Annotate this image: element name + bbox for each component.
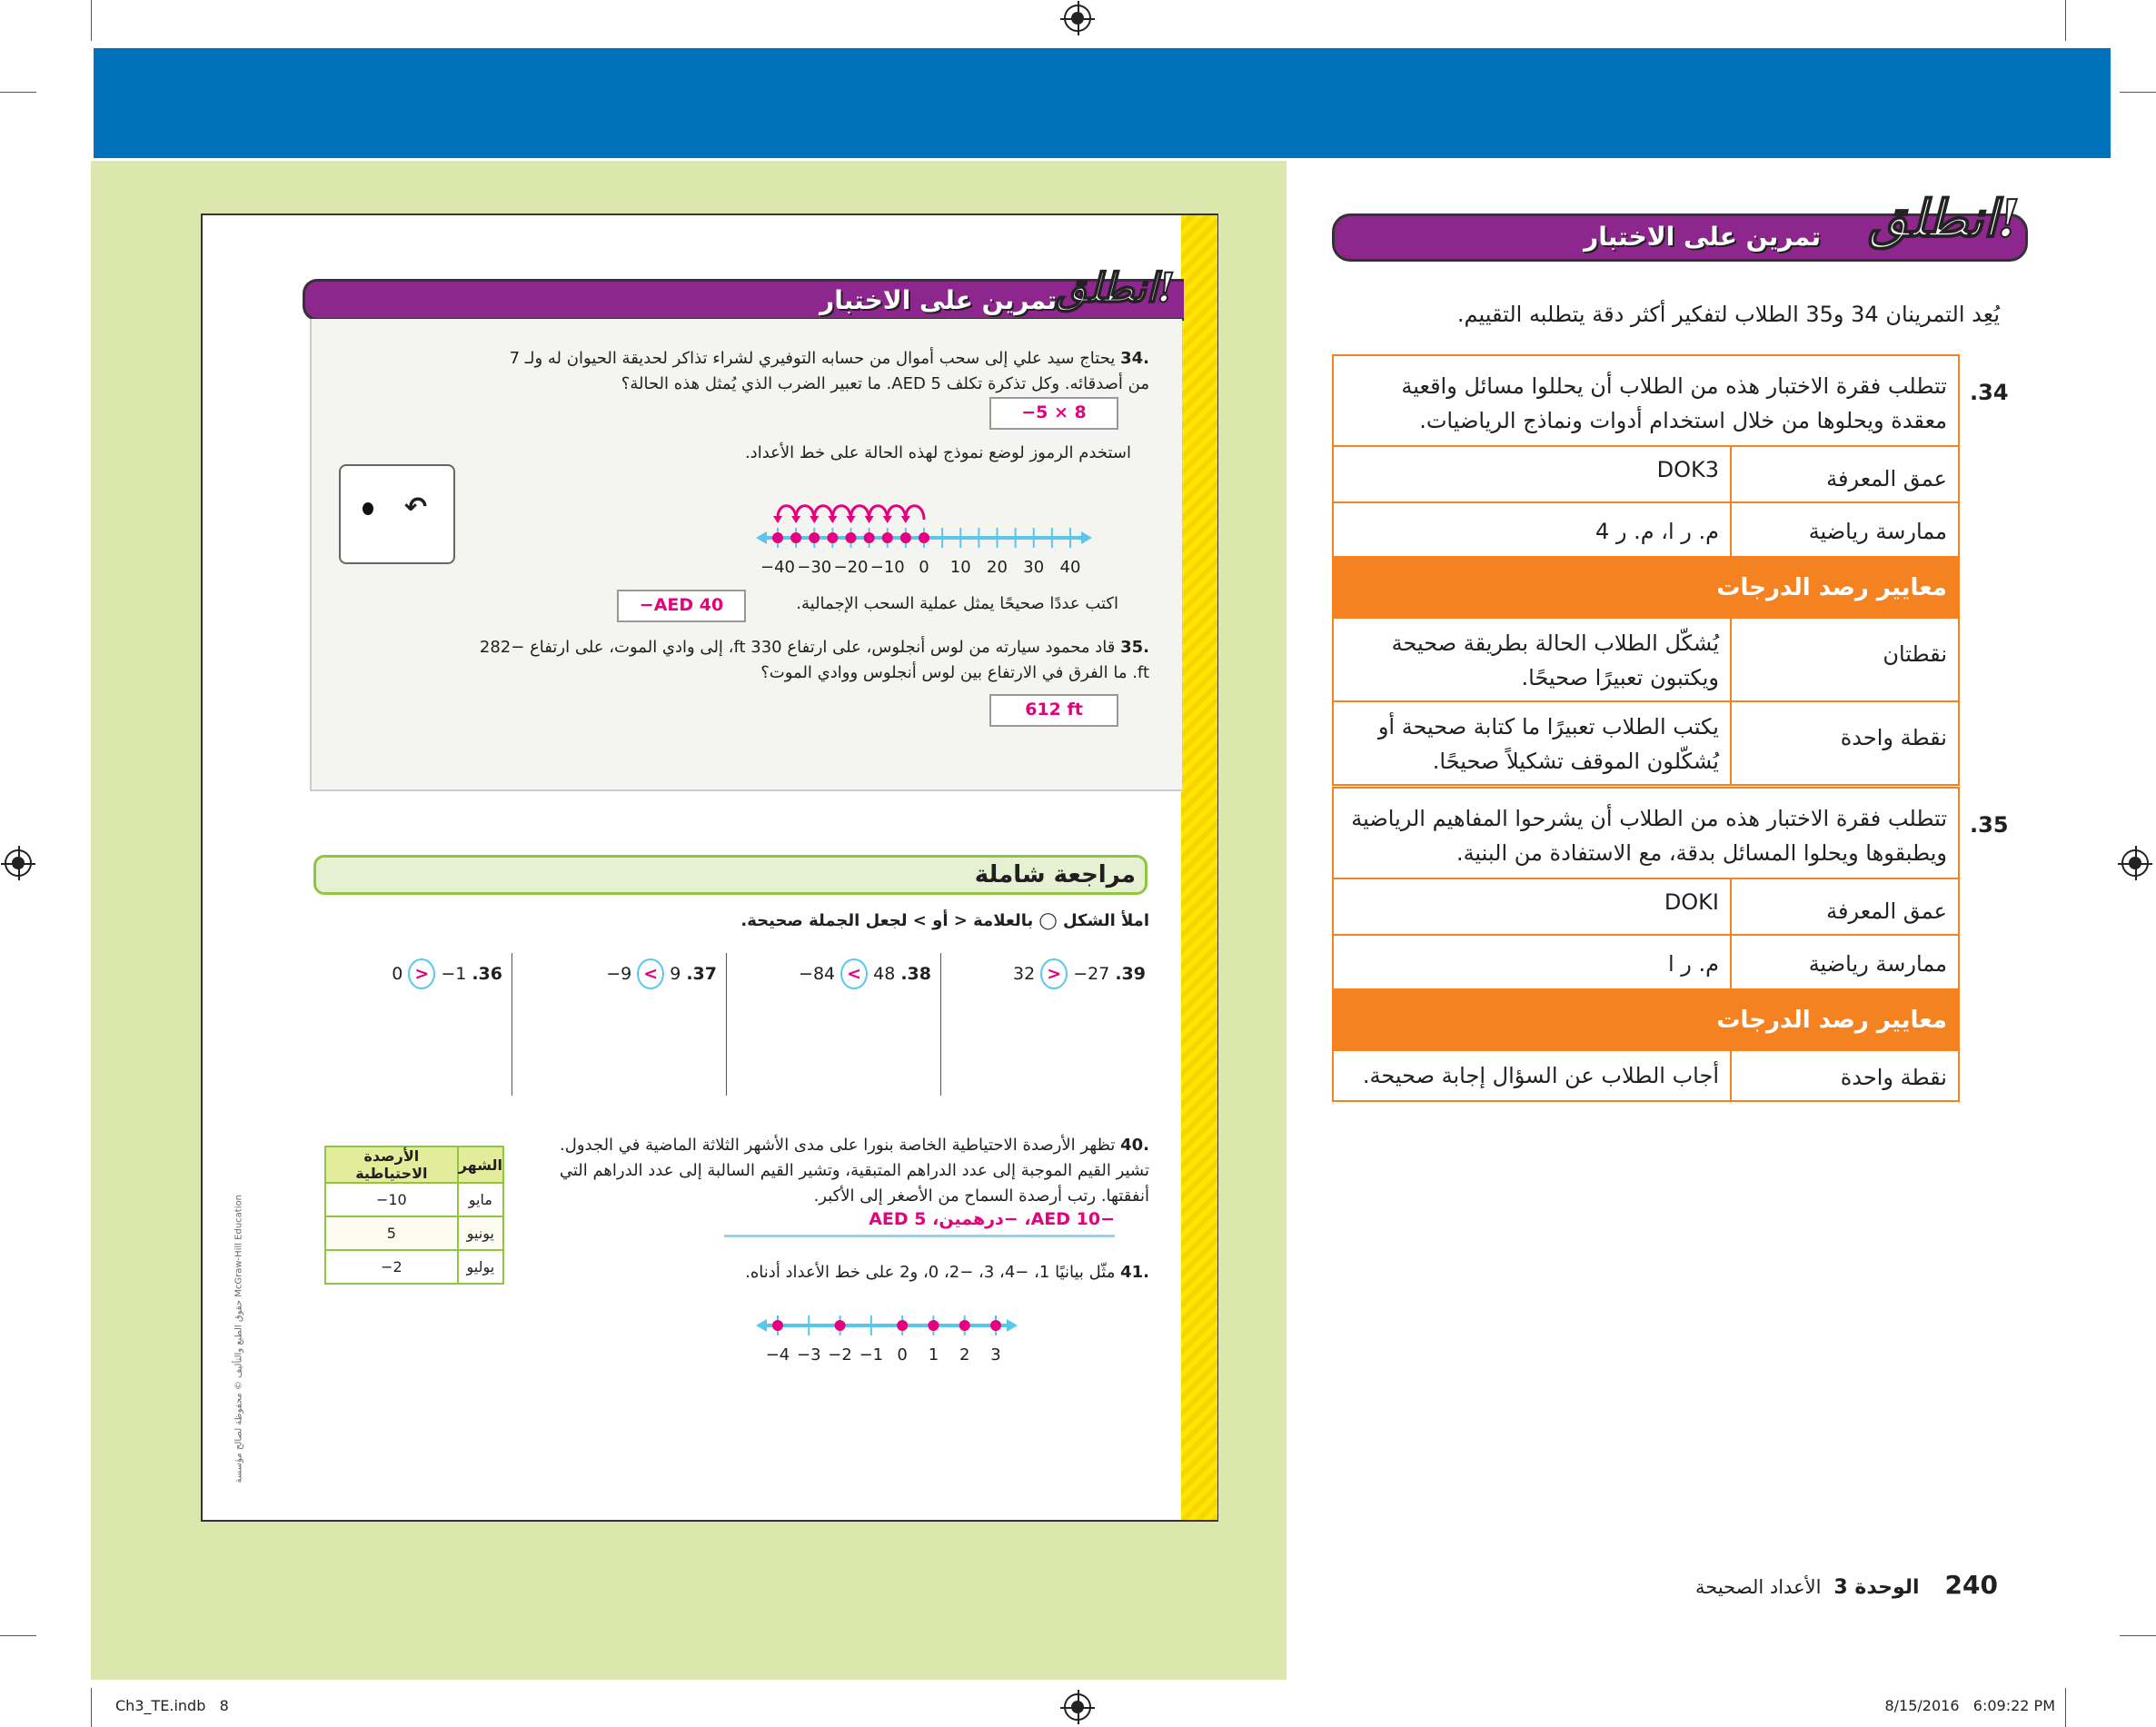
plotted-point	[900, 532, 911, 543]
left-operand: 9	[670, 964, 681, 984]
item-table	[1332, 787, 1960, 1102]
plotted-point	[772, 1320, 783, 1331]
tick-label: 40	[1059, 558, 1081, 577]
comparison-answer-circle[interactable]: >	[408, 958, 435, 989]
total-prompt: اكتب عددًا صحيحًا يمثل عملية السحب الإجمالية.	[796, 594, 1118, 613]
top-blue-band	[94, 48, 2111, 158]
table-row	[325, 1216, 503, 1250]
arrow-right-icon	[1007, 1319, 1018, 1332]
question-text: تظهر الأرصدة الاحتياطية الخاصة بنورا على مدى الأشهر الثلاثة الماضية في الجدول. تشير القيم الموجبة إلى عدد الدراهم المتبقية، وتشير القيم السالبة إلى عدد الدراهم التي أنفقتها. رتب أرصدة السماح من الأصغر إلى الأكبر.	[559, 1136, 1149, 1206]
registration-mark-icon	[1064, 5, 1091, 32]
review-instructions: املأ الشكل ◯ بالعلامة < أو > لجعل الجملة صحيحة.	[740, 911, 1149, 930]
crop-mark	[91, 1688, 92, 1727]
rubric-criteria: يُشكّل الطلاب الحالة بطريقة صحيحة ويكتبون تعبيرًا صحيحًا.	[1391, 630, 1719, 690]
crop-mark	[2120, 1635, 2156, 1636]
tick-label: −4	[765, 1345, 790, 1365]
rubric-row	[1334, 702, 1958, 784]
question-number: .37	[686, 964, 717, 984]
practice-value: م. ر ا	[1667, 951, 1719, 977]
dok-label: عمق المعرفة	[1730, 447, 1958, 501]
answer-box-difference[interactable]: 612 ft	[989, 694, 1118, 727]
question-number: .35	[1120, 638, 1149, 657]
question-text: قاد محمود سيارته من لوس أنجلوس، على ارتفاع 330 ft، إلى وادي الموت، على ارتفاع −282 ft. ما الفرق في الارتفاع بين لوس أنجلوس ووادي الموت؟	[479, 638, 1149, 682]
page-footer	[1695, 1570, 1998, 1600]
q40-answer[interactable]: −AED 10، −درهمين، AED 5	[724, 1209, 1115, 1237]
plotted-point	[864, 532, 875, 543]
right-operand: 0	[392, 964, 403, 984]
month-cell: مايو	[458, 1183, 503, 1216]
comparison-answer-circle[interactable]: >	[1040, 958, 1068, 989]
arrow-right-icon	[1081, 531, 1092, 544]
plotted-point	[928, 1320, 939, 1331]
compare-item	[606, 958, 717, 989]
tick-label: 3	[990, 1345, 1001, 1365]
review-header	[313, 855, 1148, 895]
question-number: .38	[900, 964, 931, 984]
rubric-title: معايير رصد الدرجات	[1334, 558, 1958, 617]
tick-label: −10	[869, 558, 905, 577]
intro-text: يُعِد التمرينان 34 و35 الطلاب لتفكير أكثر دقة يتطلبه التقييم.	[1456, 302, 2000, 327]
banner-title: تمرين على الاختبار	[820, 285, 1057, 315]
tick-label: 0	[897, 1345, 908, 1365]
tick-label: −20	[833, 558, 869, 577]
column-divider	[940, 953, 941, 1096]
print-file-name: Ch3_TE.indb 8	[115, 1697, 229, 1714]
dok-value: DOK3	[1656, 457, 1719, 482]
tick-label: −30	[797, 558, 832, 577]
item-table	[1332, 354, 1960, 786]
question-number: .34	[1120, 349, 1149, 368]
compare-item	[799, 958, 931, 989]
table-row	[325, 1183, 503, 1216]
compare-item	[392, 958, 502, 989]
comparison-answer-circle[interactable]: <	[840, 958, 868, 989]
arrow-left-icon	[756, 1319, 767, 1332]
item-number: .35	[1970, 812, 2009, 838]
tick-label: −1	[859, 1345, 884, 1365]
question-number: .36	[472, 964, 502, 984]
plotted-point	[897, 1320, 908, 1331]
question-text: مثّل بيانيًا 1، −4، 3، −2، 0، و2 على خط الأعداد أدناه.	[745, 1263, 1116, 1282]
crop-mark	[2120, 92, 2156, 93]
practice-label: ممارسة رياضية	[1730, 503, 1958, 556]
unit-title: الأعداد الصحيحة	[1695, 1576, 1822, 1598]
savings-table	[324, 1146, 504, 1285]
copyright-notice: حقوق الطبع والتأليف © محفوظة لصالح مؤسسة McGraw-Hill Education	[233, 1195, 244, 1484]
q34	[495, 346, 1149, 397]
jump-arrow-icon: ↶	[404, 491, 428, 523]
table-header: الشهر	[458, 1146, 503, 1183]
table-row	[325, 1250, 503, 1284]
right-operand: −9	[606, 964, 632, 984]
plotted-point	[919, 532, 929, 543]
balance-cell: −2	[325, 1250, 458, 1284]
review-title: مراجعة شاملة	[974, 861, 1136, 888]
plotted-point	[827, 532, 838, 543]
rubric-points: نقطتان	[1730, 619, 1958, 700]
rubric-row	[1334, 619, 1958, 702]
unit-label: الوحدة 3	[1833, 1576, 1920, 1599]
tick-label: 1	[928, 1345, 939, 1365]
left-operand: 48	[873, 964, 896, 984]
practice-value: م. ر ا، م. ر 4	[1595, 519, 1719, 544]
tick-label: 20	[987, 558, 1008, 577]
plotted-point	[959, 1320, 970, 1331]
practice-label: ممارسة رياضية	[1730, 936, 1958, 988]
registration-mark-icon	[5, 849, 32, 877]
tick-label: 2	[959, 1345, 970, 1365]
answer-box-expression[interactable]: −5 × 8	[989, 397, 1118, 430]
item-description: تتطلب فقرة الاختبار هذه من الطلاب أن يشرحوا المفاهيم الرياضية ويطبقوها ويحلوا المسائل بدقة، مع الاستفادة من البنية.	[1351, 806, 1947, 866]
q41	[513, 1260, 1149, 1285]
compare-item	[1013, 958, 1146, 989]
rubric-points: نقطة واحدة	[1730, 1051, 1958, 1100]
item-number: .34	[1970, 380, 2009, 405]
arrow-left-icon	[756, 531, 767, 544]
crop-mark	[2065, 1688, 2066, 1727]
plotted-point	[846, 532, 857, 543]
crop-mark	[91, 0, 92, 41]
print-timestamp: 8/15/2016 6:09:22 PM	[1884, 1697, 2055, 1714]
dok-value: DOKI	[1664, 889, 1719, 915]
banner-logo: انطلق!	[1055, 265, 1175, 312]
rubric-points: نقطة واحدة	[1730, 702, 1958, 784]
tick-label: 0	[919, 558, 929, 577]
rubric-criteria: أجاب الطلاب عن السؤال إجابة صحيحة.	[1362, 1063, 1719, 1088]
registration-mark-icon	[1064, 1693, 1091, 1721]
month-cell: يونيو	[458, 1216, 503, 1250]
crop-mark	[0, 1635, 36, 1636]
rubric-criteria: يكتب الطلاب تعبيرًا ما كتابة صحيحة أو يُشكّلون الموقف تشكيلاً صحيحًا.	[1377, 714, 1719, 774]
model-prompt: استخدم الرموز لوضع نموذج لهذه الحالة على خط الأعداد.	[744, 443, 1131, 462]
plotted-point	[835, 1320, 846, 1331]
dok-label: عمق المعرفة	[1730, 879, 1958, 934]
yellow-edge-stripe	[1181, 215, 1217, 1520]
tick-label: −2	[828, 1345, 852, 1365]
question-number: .40	[1120, 1136, 1149, 1155]
left-operand: −27	[1073, 964, 1110, 984]
left-operand: −1	[441, 964, 467, 984]
table-header: الأرصدة الاحتياطية	[325, 1146, 458, 1183]
symbol-key-box	[339, 464, 455, 564]
q40	[522, 1133, 1149, 1209]
question-text: يحتاج سيد علي إلى سحب أموال من حسابه التوفيري لشراء تذاكر لحديقة الحيوان له ولـ 7 من أصدقائه. وكل تذكرة تكلف AED 5. ما تعبير الضرب الذي يُمثل هذه الحالة؟	[509, 349, 1149, 393]
balance-cell: 5	[325, 1216, 458, 1250]
right-operand: 32	[1013, 964, 1036, 984]
tick-label: 30	[1023, 558, 1045, 577]
item-description: تتطلب فقرة الاختبار هذه من الطلاب أن يحللوا مسائل واقعية معقدة ويحلوها من خلال استخدام أدوات ونماذج الرياضيات.	[1401, 373, 1947, 433]
tick-label: 10	[949, 558, 971, 577]
tick-label: −40	[760, 558, 795, 577]
plotted-point	[990, 1320, 1001, 1331]
column-divider	[726, 953, 727, 1096]
balance-cell: −10	[325, 1183, 458, 1216]
crop-mark	[0, 92, 36, 93]
tick-label: −3	[797, 1345, 821, 1365]
answer-box-total[interactable]: −AED 40	[617, 590, 746, 622]
month-cell: يوليو	[458, 1250, 503, 1284]
banner-title: تمرين على الاختبار	[1584, 222, 1821, 252]
rubric-title: معايير رصد الدرجات	[1334, 990, 1958, 1049]
q35	[459, 635, 1149, 686]
test-practice-banner	[303, 265, 1184, 321]
dot-symbol-icon	[363, 502, 373, 515]
plotted-point	[772, 532, 783, 543]
plotted-point	[882, 532, 893, 543]
q41-number-line	[752, 1305, 1025, 1369]
plotted-point	[790, 532, 801, 543]
jump-arrowhead-icon	[773, 516, 782, 523]
question-number: .39	[1115, 964, 1146, 984]
question-number: .41	[1120, 1263, 1149, 1282]
comparison-answer-circle[interactable]: <	[637, 958, 664, 989]
banner-logo: انطلق!	[1868, 189, 2020, 249]
rubric-row	[1334, 1051, 1958, 1100]
test-practice-banner	[1332, 189, 2028, 262]
registration-mark-icon	[2121, 849, 2149, 877]
crop-mark	[2065, 0, 2066, 41]
page-number: 240	[1944, 1570, 1998, 1600]
q34-number-line	[752, 497, 1098, 588]
plotted-point	[809, 532, 820, 543]
student-page	[201, 213, 1218, 1522]
right-operand: −84	[799, 964, 836, 984]
